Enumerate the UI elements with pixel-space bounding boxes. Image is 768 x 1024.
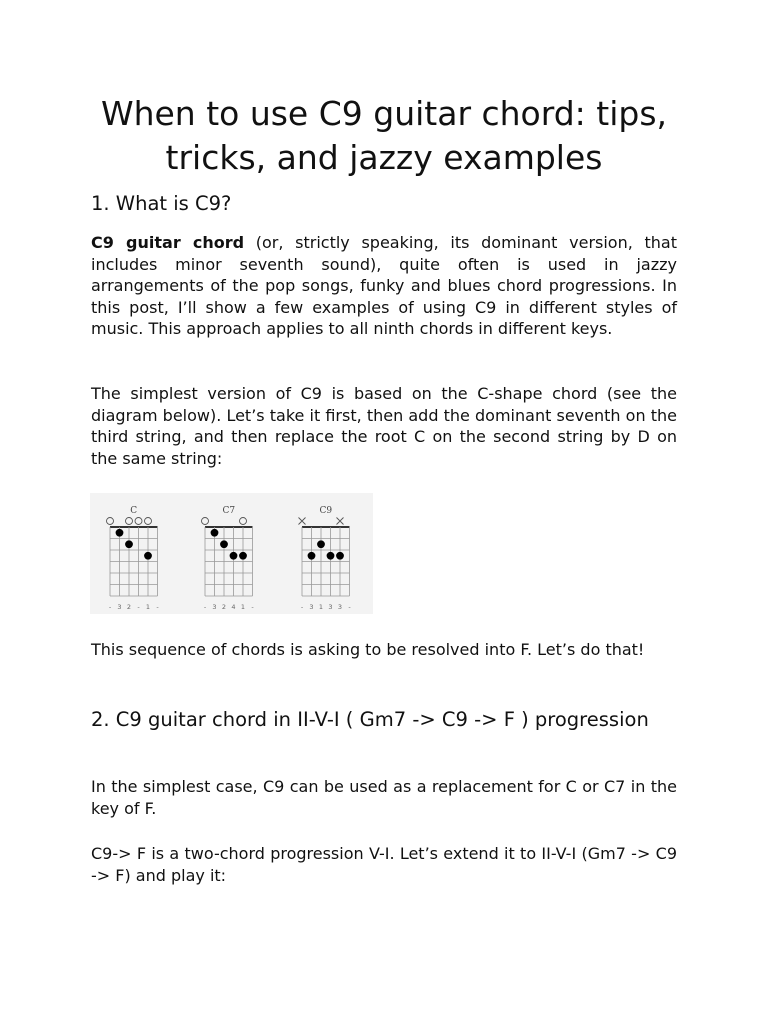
open-string-marker	[107, 518, 114, 525]
chord-diagram-figure	[90, 493, 373, 614]
fingering-label: -	[203, 603, 207, 611]
resolve-paragraph: This sequence of chords is asking to be resolved into F. Let’s do that!	[91, 640, 645, 659]
section-heading-ii-v-i: 2. C9 guitar chord in II-V-I ( Gm7 -> C9 -> F ) progression	[91, 708, 649, 731]
fingering-label: 3	[328, 603, 333, 611]
finger-dot	[220, 540, 228, 548]
finger-dot	[125, 540, 133, 548]
fingering-label: -	[300, 603, 304, 611]
chord-diagrams	[90, 493, 373, 614]
finger-dot	[239, 552, 247, 560]
fingering-label: -	[348, 603, 351, 611]
muted-string-marker	[337, 518, 344, 525]
chord-name-1: C	[130, 506, 138, 516]
finger-dot	[308, 552, 316, 560]
fingering-label: -	[156, 603, 159, 611]
fingering-label: 3	[309, 603, 314, 611]
progression-paragraph: C9-> F is a two-chord progression V-I. Let’s extend it to II-V-I (Gm7 -> C9 -> F) and play it:	[91, 844, 677, 885]
open-string-marker	[126, 518, 133, 525]
chord-name-3: C9	[319, 506, 333, 516]
open-string-marker	[135, 518, 142, 525]
fingering-label: -	[251, 603, 254, 611]
chord-name-2: C7	[222, 506, 236, 516]
fingering-label: -	[137, 603, 140, 611]
finger-dot	[230, 552, 238, 560]
fingering-label: 3	[337, 603, 343, 611]
fingering-label: 1	[240, 603, 246, 611]
open-string-marker	[240, 518, 247, 525]
fingering-label: 3	[212, 603, 217, 611]
finger-dot	[211, 529, 219, 537]
fingering-label: 3	[117, 603, 122, 611]
finger-dot	[336, 552, 344, 560]
section-heading-what-is-c9: 1. What is C9?	[91, 192, 232, 215]
finger-dot	[116, 529, 124, 537]
fingering-label: 4	[231, 603, 236, 611]
open-string-marker	[145, 518, 152, 525]
finger-dot	[317, 540, 325, 548]
fingering-label: 2	[126, 603, 132, 611]
replacement-paragraph: In the simplest case, C9 can be used as a replacement for C or C7 in the key of F.	[91, 777, 677, 818]
fingering-label: 1	[318, 603, 324, 611]
bold-term: C9 guitar chord	[91, 233, 245, 252]
fingering-label: -	[108, 603, 112, 611]
open-string-marker	[202, 518, 209, 525]
intro-paragraph-text: (or, strictly speaking, its dominant version, that includes minor seventh sound), quite often is used in jazzy arrangements of the pop songs, funky and blues chord progressions. In this post, I’ll show a few examples of using C9 in different styles of music. This approach applies to all ninth chords in different keys.	[91, 233, 678, 338]
c-shape-paragraph: The simplest version of C9 is based on the C-shape chord (see the diagram below). Let’s take it first, then add the dominant seventh on the third string, and then replace the root C on the second string by D on the same string:	[91, 384, 677, 468]
fingering-label: 1	[145, 603, 151, 611]
finger-dot	[327, 552, 335, 560]
muted-string-marker	[299, 518, 306, 525]
intro-paragraph	[91, 232, 677, 340]
fingering-label: 2	[221, 603, 227, 611]
page-title: When to use C9 guitar chord: tips, tricks, and jazzy examples	[100, 94, 668, 177]
finger-dot	[144, 552, 152, 560]
